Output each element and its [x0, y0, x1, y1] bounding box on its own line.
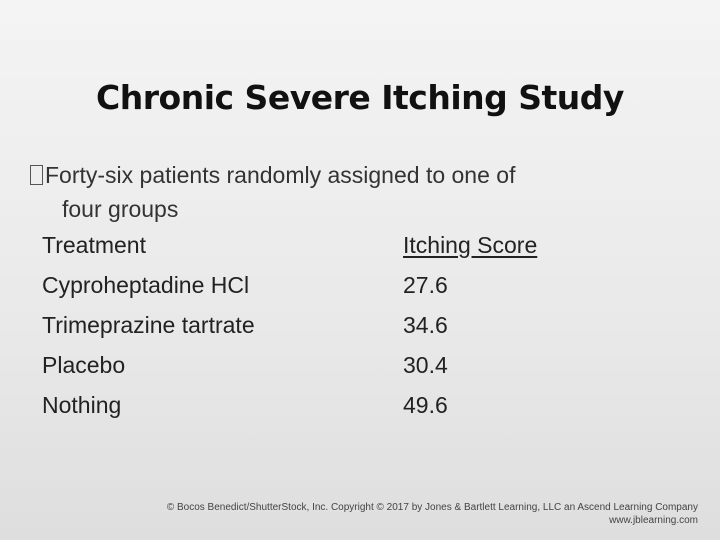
header-treatment: Treatment [42, 232, 146, 258]
treatment-cell: Cyproheptadine HCl [42, 272, 250, 298]
slide-title: Chronic Severe Itching Study [96, 78, 624, 117]
copyright-line: © Bocos Benedict/ShutterStock, Inc. Copyright © 2017 by Jones & Bartlett Learning, LLC an Ascend Learning Company [166, 502, 698, 513]
table-row [42, 272, 682, 312]
copyright-footer [167, 501, 698, 527]
bullet-text [30, 158, 670, 226]
table-row [42, 352, 682, 392]
score-cell: 49.6 [403, 392, 448, 418]
bullet-line-2: four groups [62, 196, 179, 222]
header-itching-score: Itching Score [403, 232, 538, 258]
table-row [42, 312, 682, 352]
treatment-cell: Placebo [42, 352, 126, 378]
bullet-line-1: Forty-six patients randomly assigned to one of [45, 162, 516, 188]
treatment-cell: Nothing [42, 392, 122, 418]
treatment-cell: Trimeprazine tartrate [42, 312, 255, 338]
score-cell: 34.6 [403, 312, 448, 338]
bullet-box-icon [30, 165, 43, 185]
score-cell: 30.4 [403, 352, 448, 378]
website-line: www.jblearning.com [609, 515, 698, 526]
table-row [42, 392, 682, 432]
table-header [42, 232, 682, 272]
score-cell: 27.6 [403, 272, 448, 298]
